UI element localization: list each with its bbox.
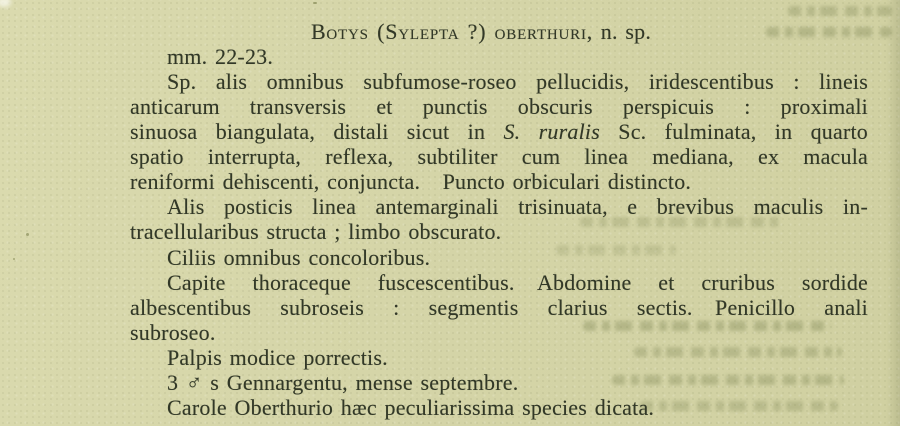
species-name: Botys (Sylepta ?) oberthuri,	[310, 19, 594, 44]
text-line	[130, 370, 868, 395]
text-segment: Carole Oberthurio hæc peculiarissima species dicata.	[167, 394, 655, 420]
italic-species-reference: S. ruralis	[503, 119, 600, 145]
text-line	[130, 169, 868, 194]
text-segment: 3 ♂ s Gennargentu, mense septembre.	[167, 369, 519, 395]
text-segment: subroseo.	[130, 319, 216, 345]
text-line	[130, 144, 868, 169]
text-segment: Sp. alis omnibus subfumose-roseo pellucidis, iridescentibus : lineis	[167, 69, 868, 95]
text-segment: Sc. fulminata, in quarto	[599, 119, 868, 145]
dust-speck	[13, 258, 15, 260]
text-segment: Capite thoraceque fuscescentibus. Abdomine et cruribus sordide	[167, 269, 868, 295]
text-line	[130, 270, 868, 295]
text-segment: albescentibus subroseis : segmentis clarius sectis. Penicillo anali	[130, 294, 868, 320]
text-line	[130, 69, 868, 94]
text-segment: mm. 22-23.	[167, 44, 274, 70]
text-segment: spatio interrupta, reflexa, subtiliter cum linea mediana, ex macula	[130, 144, 868, 170]
show-through-ghost-line	[788, 6, 892, 16]
text-line	[130, 44, 868, 69]
text-line	[130, 395, 868, 420]
text-line	[130, 219, 868, 244]
description-text	[130, 44, 868, 420]
text-line	[130, 295, 868, 320]
text-segment: Alis posticis linea antemarginali trisinuata, e brevibus maculis in-	[167, 194, 868, 220]
dust-speck	[26, 233, 29, 236]
text-line	[130, 345, 868, 370]
text-line	[130, 94, 868, 119]
text-column	[130, 19, 868, 420]
text-line	[130, 119, 868, 144]
text-segment: Ciliis omnibus concoloribus.	[167, 244, 431, 270]
scan-edge-shadow	[886, 0, 900, 426]
text-segment: sinuosa biangulata, distali sicut in	[130, 119, 504, 145]
dust-speck	[313, 2, 317, 4]
species-heading	[112, 19, 850, 44]
scan-corner-artifact	[0, 0, 11, 7]
text-line	[130, 245, 868, 270]
text-segment: tracellularibus structa ; limbo obscurato.	[130, 219, 502, 245]
text-line	[130, 320, 868, 345]
text-segment: anticarum transversis et punctis obscuris perspicuis : proximali	[130, 94, 868, 120]
new-species-abbreviation: n. sp.	[593, 19, 652, 44]
text-segment: reniformi dehiscenti, conjuncta. Puncto orbiculari distincto.	[130, 169, 692, 195]
text-line	[130, 194, 868, 219]
text-segment: Palpis modice porrectis.	[167, 344, 388, 370]
